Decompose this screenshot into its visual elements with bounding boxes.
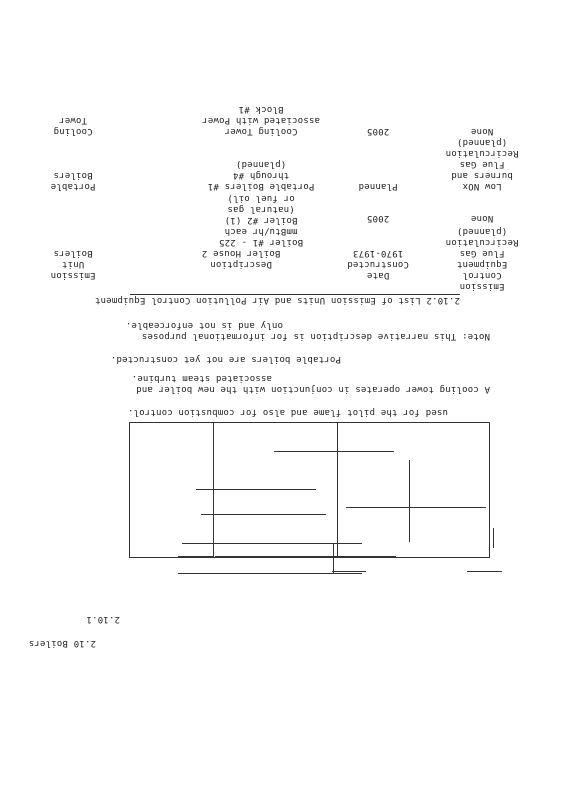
row2-control-5: (planned) <box>456 137 508 147</box>
row3-unit-1: Cooling <box>53 126 93 136</box>
section-heading-boilers: 2.10 Boilers <box>28 638 96 648</box>
row1-control-1: Recirculation <box>445 237 519 247</box>
header-emission-unit-2: Unit <box>61 259 85 269</box>
row2-description-1: Portable Boilers #1 <box>207 181 315 191</box>
paragraph-pilot-flame: used for the pilot flame and also for combustion control. <box>127 407 448 417</box>
header-control-1: Emission <box>459 281 505 291</box>
row1-control-3: None <box>470 213 494 223</box>
header-emission-unit-3: Boilers <box>53 248 93 258</box>
row3-unit-2: Tower <box>58 115 88 125</box>
header-description-2: Boiler House 2 <box>201 248 281 258</box>
row2-date: Planned <box>358 181 398 191</box>
row1-description-1: Boiler #1 - 225 <box>218 237 304 247</box>
row3-description-1: Cooling Tower <box>224 126 298 136</box>
row1-description-5: or fuel oil) <box>227 193 295 203</box>
row3-description-3: Block #1 <box>238 104 284 114</box>
row2-unit-1: Boilers <box>53 170 93 180</box>
row2-control-3: Flue Gas <box>459 159 505 169</box>
table-caption-underline <box>130 294 460 295</box>
row3-date: 2005 <box>366 126 390 136</box>
header-date-3: 1970-1973 <box>352 248 404 258</box>
row1-description-2: mmBtu/hr each <box>224 226 298 236</box>
row2-description-2: through #4 <box>232 170 290 180</box>
row1-description-3: Boiler #2 (1) <box>224 215 298 225</box>
row2-unit-2: Portable <box>50 181 96 191</box>
paragraph-note-line2: only and is not enforceable. <box>125 320 283 330</box>
row1-description-4: (natural gas <box>227 204 295 214</box>
header-description-1: Description <box>210 259 272 269</box>
table-caption: 2.10.2 List of Emission Units and Air Pollution Control Equipment <box>94 295 460 305</box>
paragraph-cooling-tower-line2: associated steam turbine. <box>131 373 272 383</box>
header-control-4: Flue Gas <box>459 248 505 258</box>
section-heading-subsection: 2.10.1 <box>86 614 120 624</box>
row2-control-2: burners and <box>451 170 513 180</box>
header-control-2: Control <box>462 270 502 280</box>
paragraph-note-line1: Note: This narrative description is for informational purposes <box>141 331 490 341</box>
row1-date: 2005 <box>366 213 390 223</box>
row3-description-2: associated with Power <box>202 115 320 125</box>
header-control-3: Equipment <box>456 259 508 269</box>
paragraph-cooling-tower-line1: A cooling tower operates in conjunction with the new boiler and <box>136 384 490 394</box>
header-emission-unit-1: Emission <box>50 270 96 280</box>
header-date-2: Constructed <box>347 259 409 269</box>
row2-description-3: (planned) <box>235 159 287 169</box>
header-date-1: Date <box>366 270 390 280</box>
row2-control-4: Recirculation <box>445 148 519 158</box>
row3-control-1: None <box>470 126 494 136</box>
row1-control-2: (planned) <box>456 226 508 236</box>
row2-control-1: Low NOx <box>462 181 502 191</box>
paragraph-portable-boilers: Portable boilers are not yet constructed. <box>110 354 341 364</box>
